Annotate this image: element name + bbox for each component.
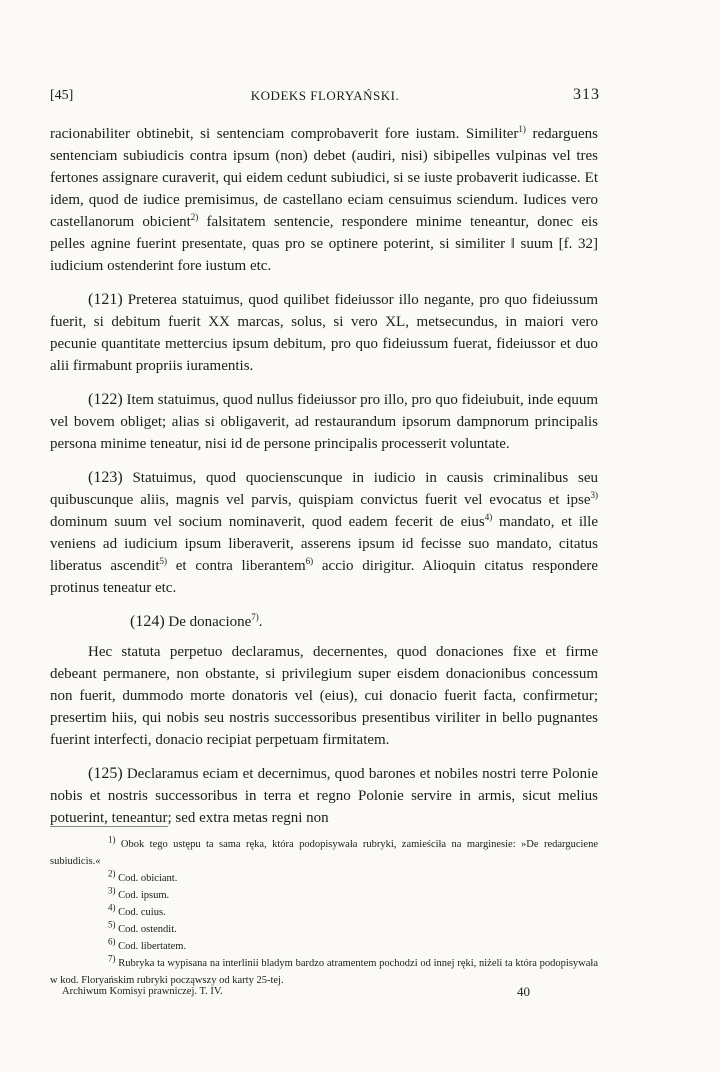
footnote-7: $^{7)}$ Rubryka ta wypisana na interlinii bladym bardzo atramentem pochodzi od innej ręki, niżeli ta która podopisywała w kod. Floryańskim rubryki począwszy od karty 25-tej. [50, 953, 598, 986]
page-header [50, 84, 600, 110]
paragraph-continuation: racionabiliter obtinebit, si sentenciam comprobaverit fore iustam. Similiter$^{1)}$ redarguens sentenciam subiudicis contra ipsum (non) debet (audiri, nisi) sibipelles vulpinas vel tres fertones assignare curaverit, qui eidem cedunt subiudici, si se iuste probaverit iudicasse. Et idem, quod de iudice premisimus, de castellano eciam censuimus sciendum. Iudices vero castellanorum obicient$^{2)}$ falsitatem sentencie, respondere minime teneantur, donec eis pelles agnine fuerint presentate, quas pro se optinere poterint, si similiter ‖ suum [f. 32] iudicium ostenderint fore iustum etc. [50, 124, 599, 274]
page-number: 313 [573, 86, 600, 103]
footnote-4: $^{4)}$ Cod. cuius. [108, 902, 166, 918]
paragraph-number: (124) [130, 613, 165, 630]
paragraph-123: (123) Statuimus, quod quocienscunque in iudicio in causis criminalibus seu quibuscunque aliis, magnis vel parvis, quispiam convictus fuerit vel evocatus et ipse$^{3)}$ dominum suum vel socium nominaverit, quod eadem fecerit de eius$^{4)}$ mandato, et ille veniens ad iudicium ipsum liberaverit, asserens ipsum id fecisse suo mandato, citatus liberatus ascendit$^{5)}$ et contra liberantem$^{6)}$ accio dirigitur. Alioquin citatus respondere protinus teneatur etc. [50, 469, 599, 596]
main-text [50, 123, 598, 841]
paragraph-121: (121) Preterea statuimus, quod quilibet fideiussor illo negante, pro quo fideiussum fuerit, si debitum fuerit XX marcas, solus, si vero XL, metsecundus, in maiori vero pecunie quantitate mettercius ipsum debitum, pro quo fideiussum fuerat, fideiussor et duo alii firmabunt propriis iuramentis. [50, 291, 598, 374]
paragraph-125: (125) Declaramus eciam et decernimus, quod barones et nobiles nostri terre Polonie nobis et nostris successoribus in terra et regno Polonie servire in armis, sicut melius potuerint, teneantur; sed extra metas regni non [50, 765, 598, 826]
footnote-ref: 7) [251, 612, 259, 622]
running-title: KODEKS FLORYAŃSKI. [250, 88, 400, 103]
paragraph-number: (121) [88, 291, 123, 308]
footnote-ref: 5) [159, 556, 168, 566]
signature-number: 40 [517, 984, 530, 999]
paragraph-number: (125) [88, 765, 123, 782]
footnote-5: $^{5)}$ Cod. ostendit. [108, 919, 177, 935]
paragraph-number: (122) [88, 391, 123, 408]
footnote-1: $^{1)}$ Obok tego ustępu ta sama ręka, która podopisywała rubryki, zamieściła na marginesie: »De redarguciene subiudicis.« [50, 834, 598, 867]
footnote-ref: 1) [518, 124, 526, 134]
footnote-2: $^{2)}$ Cod. obiciant. [108, 868, 178, 884]
paragraph-122: (122) Item statuimus, quod nullus fideiussor pro illo, pro quo fideiubuit, inde equum vel bovem obliget; alias si obligaverit, ad restaurandum ipsorum dampnorum principalis persona minime teneatur, nisi id de persone principalis processerit voluntate. [50, 391, 598, 452]
footnote-ref: 3) [590, 490, 598, 500]
footnote-3: $^{3)}$ Cod. ipsum. [108, 885, 170, 901]
footnotes [50, 836, 598, 989]
publication-title: Archiwum Komisyi prawniczej. T. IV. [62, 986, 223, 997]
page-footer [50, 986, 598, 1004]
footnote-divider [50, 826, 168, 827]
paragraph-number: (123) [88, 469, 123, 486]
footnote-ref: 4) [484, 512, 493, 522]
paragraph-124: Hec statuta perpetuo declaramus, decernentes, quod donaciones fixe et firme debeant permanere, non obstante, si privilegium super eisdem donacionibus concessum non fuerit, dummodo morte donatoris vel (eius), cui donacio fuerit facta, confirmetur; presertim hiis, qui nobis seu nostris successoribus presentibus viriliter in bello pugnantes fuerint interfecti, donacio recipiat perpetuam firmitatem. [50, 644, 598, 748]
paragraph-124-heading: (124) De donacione$^{7)}$. [130, 612, 263, 630]
footnote-ref: 6) [305, 556, 314, 566]
section-number: [45] [50, 88, 74, 103]
footnote-ref: 2) [190, 212, 199, 222]
footnote-6: $^{6)}$ Cod. libertatem. [108, 936, 187, 952]
